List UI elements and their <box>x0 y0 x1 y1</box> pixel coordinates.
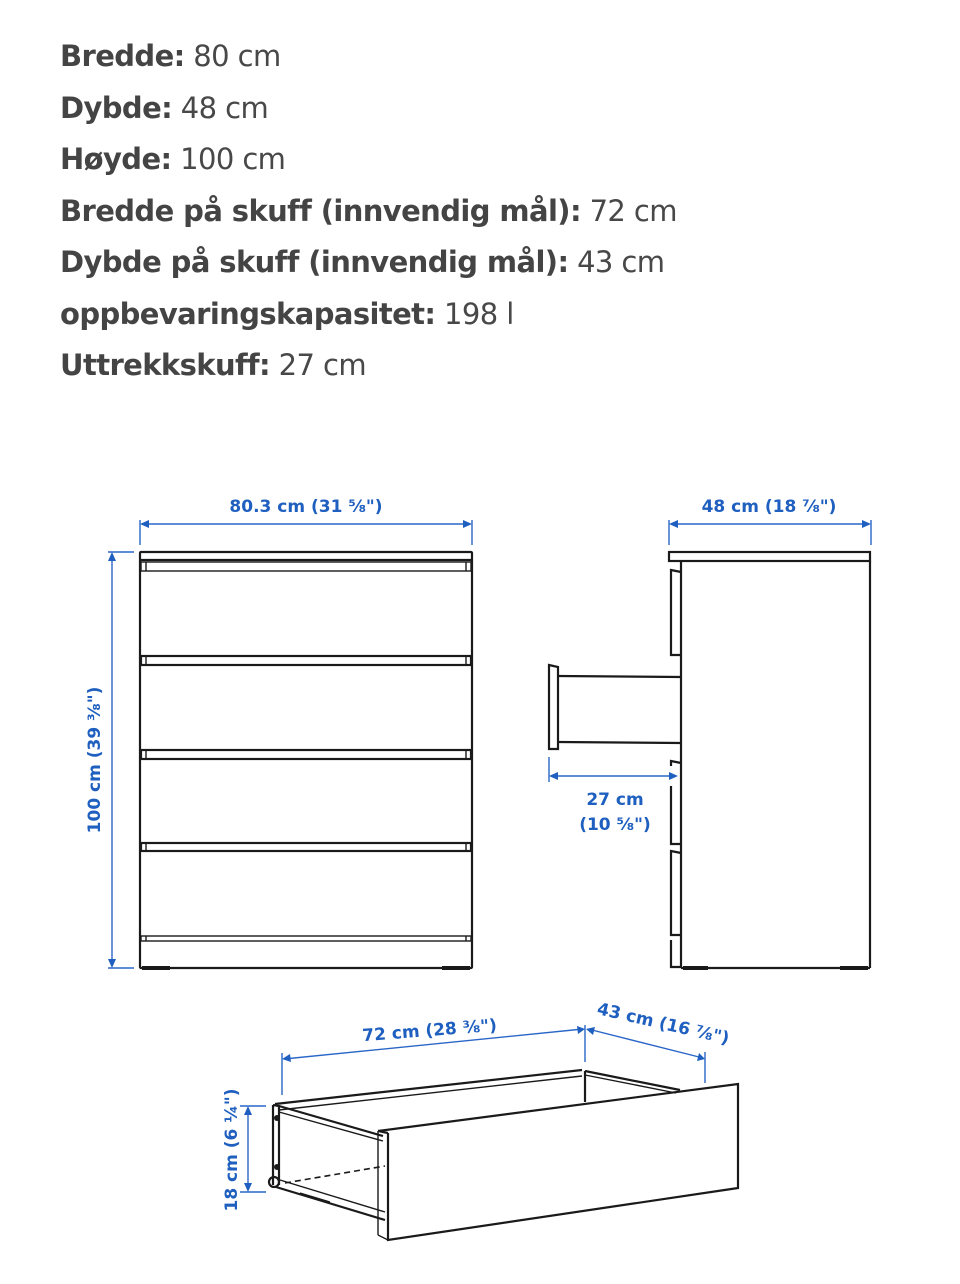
drawer-depth-dimension <box>586 999 731 1083</box>
drawer-width-dimension <box>282 1016 585 1095</box>
spec-label: Bredde på skuff (innvendig mål): <box>60 193 581 228</box>
front-width-dimension <box>140 497 472 545</box>
side-depth-dimension <box>669 497 871 545</box>
spec-value: 43 cm <box>568 245 665 279</box>
spec-value: 72 cm <box>580 193 677 228</box>
spec-label: oppbevaringskapasitet: <box>60 296 436 331</box>
drawer-isometric-drawing <box>222 999 738 1240</box>
spec-value: 48 cm <box>172 90 269 125</box>
front-height-label: 100 cm (39 ⅜") <box>85 686 105 834</box>
drawer-depth-label: 43 cm (16 ⅞") <box>595 999 732 1050</box>
spec-label: Høyde: <box>60 142 172 176</box>
spec-value: 198 l <box>435 296 514 331</box>
front-width-label: 80.3 cm (31 ⅝") <box>229 497 383 517</box>
extension-label-cm: 27 cm <box>586 790 644 810</box>
spec-value: 80 cm <box>184 39 281 73</box>
spec-value: 27 cm <box>270 348 366 382</box>
side-depth-label: 48 cm (18 ⅞") <box>701 497 837 517</box>
side-extension-dimension <box>549 757 678 835</box>
front-view-drawing <box>85 497 472 968</box>
side-view-drawing <box>549 497 871 968</box>
extended-drawer <box>549 665 681 749</box>
drawer-height-label: 18 cm (6 ¼") <box>222 1088 242 1212</box>
spec-label: Dybde: <box>60 90 173 125</box>
front-height-dimension <box>85 552 134 968</box>
front-drawer-rails <box>141 562 471 941</box>
spec-label: Uttrekkskuff: <box>60 348 271 382</box>
spec-label: Bredde: <box>60 39 185 73</box>
drawer-width-label: 72 cm (28 ⅜") <box>361 1015 498 1047</box>
spec-label: Dybde på skuff (innvendig mål): <box>60 245 569 279</box>
extension-label-inch: (10 ⅝") <box>579 815 651 835</box>
drawer-height-dimension <box>222 1088 266 1211</box>
spec-value: 100 cm <box>171 142 286 176</box>
